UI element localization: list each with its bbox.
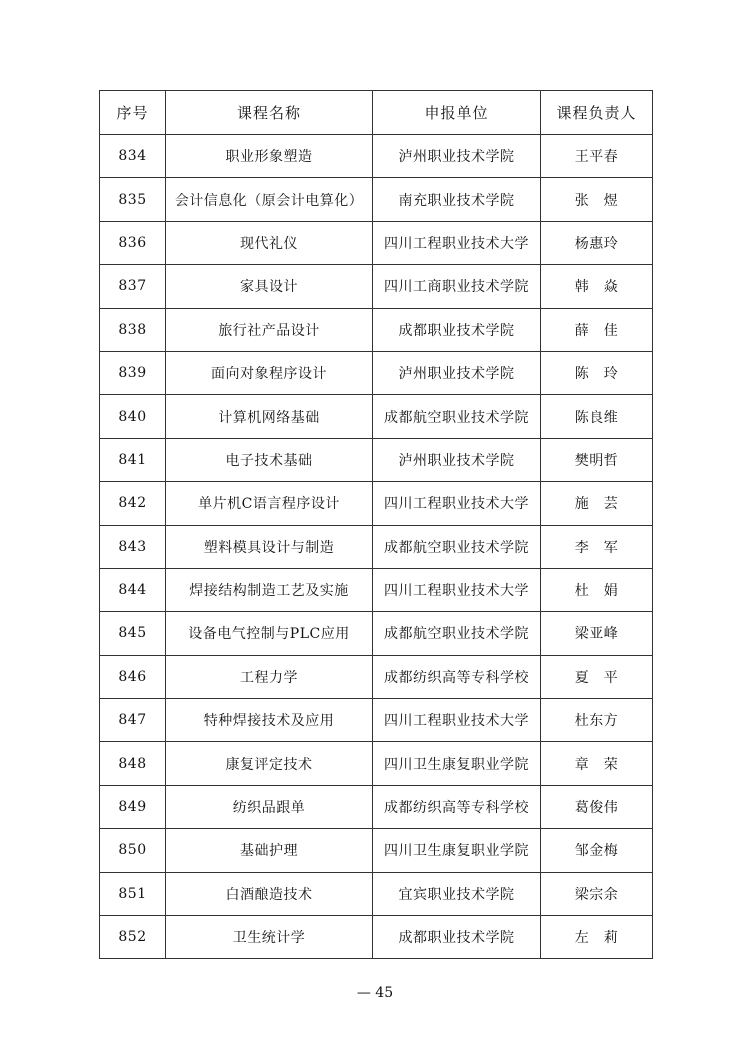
table-row — [100, 785, 653, 828]
cell-course-leader: 左 莉 — [541, 916, 653, 959]
cell-applying-unit: 四川工程职业技术大学 — [373, 221, 541, 264]
cell-serial-number: 834 — [100, 135, 166, 178]
cell-applying-unit: 四川工程职业技术大学 — [373, 699, 541, 742]
table-row — [100, 872, 653, 915]
table-row — [100, 655, 653, 698]
header-row — [100, 91, 653, 135]
cell-course-name: 卫生统计学 — [166, 916, 373, 959]
cell-applying-unit: 成都职业技术学院 — [373, 916, 541, 959]
page-number: — 45 — [356, 985, 394, 1001]
cell-course-leader: 梁宗余 — [541, 872, 653, 915]
cell-applying-unit: 成都航空职业技术学院 — [373, 525, 541, 568]
cell-serial-number: 844 — [100, 568, 166, 611]
cell-applying-unit: 成都航空职业技术学院 — [373, 395, 541, 438]
cell-applying-unit: 四川工程职业技术大学 — [373, 482, 541, 525]
table-row — [100, 525, 653, 568]
header-applying-unit: 申报单位 — [373, 91, 541, 135]
header-course-leader: 课程负责人 — [541, 91, 653, 135]
table-row — [100, 351, 653, 394]
cell-applying-unit: 成都职业技术学院 — [373, 308, 541, 351]
cell-course-leader: 邹金梅 — [541, 829, 653, 872]
cell-course-name: 会计信息化（原会计电算化） — [166, 178, 373, 221]
cell-course-leader: 薛 佳 — [541, 308, 653, 351]
cell-serial-number: 847 — [100, 699, 166, 742]
cell-applying-unit: 四川卫生康复职业学院 — [373, 829, 541, 872]
cell-course-leader: 陈良维 — [541, 395, 653, 438]
cell-course-name: 现代礼仪 — [166, 221, 373, 264]
cell-course-leader: 樊明哲 — [541, 438, 653, 481]
cell-serial-number: 840 — [100, 395, 166, 438]
cell-course-leader: 王平春 — [541, 135, 653, 178]
table-row — [100, 482, 653, 525]
cell-course-name: 面向对象程序设计 — [166, 351, 373, 394]
cell-course-leader: 葛俊伟 — [541, 785, 653, 828]
cell-serial-number: 843 — [100, 525, 166, 568]
cell-serial-number: 836 — [100, 221, 166, 264]
cell-course-leader: 施 芸 — [541, 482, 653, 525]
cell-course-leader: 韩 焱 — [541, 265, 653, 308]
cell-serial-number: 841 — [100, 438, 166, 481]
cell-serial-number: 837 — [100, 265, 166, 308]
cell-course-name: 焊接结构制造工艺及实施 — [166, 568, 373, 611]
cell-course-name: 职业形象塑造 — [166, 135, 373, 178]
cell-applying-unit: 成都航空职业技术学院 — [373, 612, 541, 655]
table-row — [100, 916, 653, 959]
cell-applying-unit: 四川工程职业技术大学 — [373, 568, 541, 611]
cell-course-name: 电子技术基础 — [166, 438, 373, 481]
cell-course-name: 单片机C语言程序设计 — [166, 482, 373, 525]
cell-serial-number: 835 — [100, 178, 166, 221]
table-body — [100, 135, 653, 959]
cell-applying-unit: 四川卫生康复职业学院 — [373, 742, 541, 785]
cell-serial-number: 838 — [100, 308, 166, 351]
table-row — [100, 265, 653, 308]
cell-course-leader: 杨惠玲 — [541, 221, 653, 264]
table-row — [100, 568, 653, 611]
cell-course-leader: 章 荣 — [541, 742, 653, 785]
cell-serial-number: 851 — [100, 872, 166, 915]
cell-course-leader: 李 军 — [541, 525, 653, 568]
course-table — [99, 90, 653, 959]
table-row — [100, 135, 653, 178]
cell-course-name: 塑料模具设计与制造 — [166, 525, 373, 568]
header-course-name: 课程名称 — [166, 91, 373, 135]
table-row — [100, 438, 653, 481]
cell-course-leader: 杜东方 — [541, 699, 653, 742]
table-header — [100, 91, 653, 135]
cell-serial-number: 842 — [100, 482, 166, 525]
cell-applying-unit: 四川工商职业技术学院 — [373, 265, 541, 308]
cell-applying-unit: 泸州职业技术学院 — [373, 351, 541, 394]
cell-applying-unit: 成都纺织高等专科学校 — [373, 655, 541, 698]
table-row — [100, 742, 653, 785]
cell-applying-unit: 泸州职业技术学院 — [373, 135, 541, 178]
cell-course-name: 白酒酿造技术 — [166, 872, 373, 915]
cell-applying-unit: 宜宾职业技术学院 — [373, 872, 541, 915]
cell-course-leader: 梁亚峰 — [541, 612, 653, 655]
cell-applying-unit: 泸州职业技术学院 — [373, 438, 541, 481]
header-serial-number: 序号 — [100, 91, 166, 135]
cell-course-leader: 夏 平 — [541, 655, 653, 698]
cell-applying-unit: 成都纺织高等专科学校 — [373, 785, 541, 828]
table-row — [100, 395, 653, 438]
cell-serial-number: 850 — [100, 829, 166, 872]
table-row — [100, 308, 653, 351]
cell-serial-number: 849 — [100, 785, 166, 828]
cell-course-name: 特种焊接技术及应用 — [166, 699, 373, 742]
cell-course-name: 工程力学 — [166, 655, 373, 698]
cell-course-name: 康复评定技术 — [166, 742, 373, 785]
cell-serial-number: 846 — [100, 655, 166, 698]
cell-course-leader: 陈 玲 — [541, 351, 653, 394]
cell-serial-number: 848 — [100, 742, 166, 785]
cell-course-name: 设备电气控制与PLC应用 — [166, 612, 373, 655]
table-row — [100, 178, 653, 221]
cell-serial-number: 852 — [100, 916, 166, 959]
cell-course-name: 旅行社产品设计 — [166, 308, 373, 351]
table-row — [100, 829, 653, 872]
cell-course-leader: 张 煜 — [541, 178, 653, 221]
cell-course-name: 纺织品跟单 — [166, 785, 373, 828]
cell-course-name: 家具设计 — [166, 265, 373, 308]
table-row — [100, 612, 653, 655]
cell-course-name: 基础护理 — [166, 829, 373, 872]
cell-course-leader: 杜 娟 — [541, 568, 653, 611]
cell-applying-unit: 南充职业技术学院 — [373, 178, 541, 221]
cell-serial-number: 839 — [100, 351, 166, 394]
table-row — [100, 699, 653, 742]
table-row — [100, 221, 653, 264]
cell-course-name: 计算机网络基础 — [166, 395, 373, 438]
cell-serial-number: 845 — [100, 612, 166, 655]
